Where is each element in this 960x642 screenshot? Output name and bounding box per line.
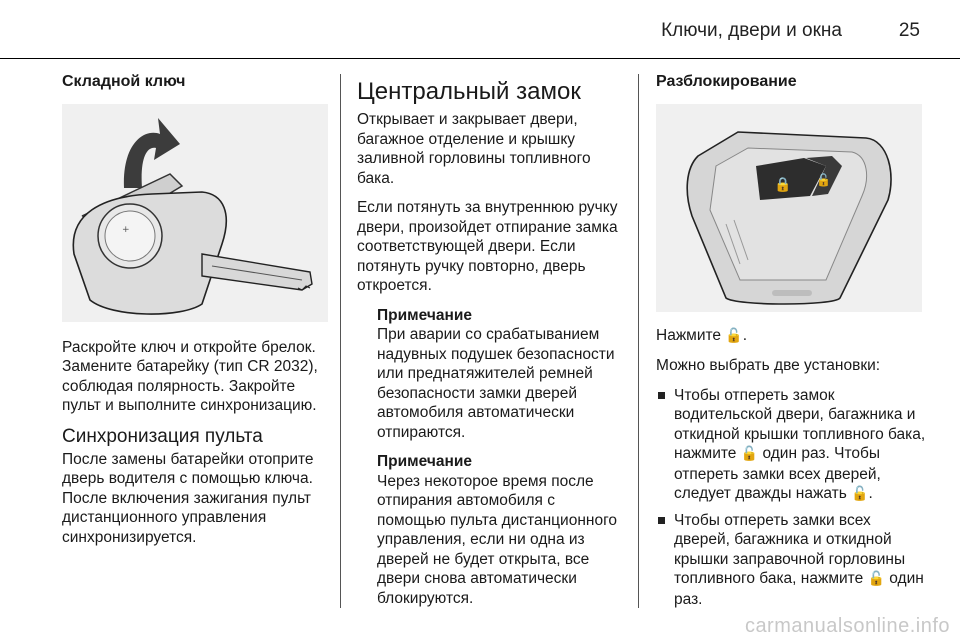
header-title: Ключи, двери и окна — [661, 20, 842, 41]
settings-list — [656, 386, 926, 610]
page-header — [0, 0, 960, 60]
bullet-2-part-2: один раз. — [674, 570, 924, 608]
section-title-unlocking: Разблокирование — [656, 73, 797, 90]
bullet-1-part-2: один раз. Чтобы отпереть замки всех дверей, следует дважды нажать — [674, 445, 881, 502]
central-lock-heading: Центральный замок — [357, 78, 581, 105]
svg-text:🔓: 🔓 — [816, 172, 831, 187]
list-item — [656, 511, 926, 610]
column-divider-1 — [340, 74, 341, 608]
left-column — [62, 72, 330, 557]
central-lock-para-2: Если потянуть за внутреннюю ручку двери, произойдет отпирание замка соответствующей двери. Если потянуть ручку повторно, дверь откроется. — [357, 199, 618, 294]
svg-text:+: + — [122, 224, 130, 235]
note-2-title: Примечание — [377, 453, 472, 470]
note-2 — [377, 452, 627, 608]
remote-fob-illustration — [656, 104, 922, 312]
note-1-text: При аварии со срабатыванием надувных подушек безопасности или преднатяжителей ремней безопасности замки дверей автомобиля автоматически отпираются. — [377, 326, 615, 441]
header-rule — [0, 58, 960, 59]
note-2-text: Через некоторое время после отпирания автомобиля с помощью пульта дистанционного управления, если ни одна из дверей не будет открыта, все двери снова автоматически блокируются. — [377, 472, 618, 607]
press-instruction — [656, 326, 926, 347]
sync-text: После замены батарейки отоприте дверь водителя с помощью ключа. После включения зажигания пульт дистанционного управления синхронизируется. — [62, 450, 314, 546]
svg-text:🔒: 🔒 — [774, 176, 792, 193]
watermark: carmanualsonline.info — [744, 615, 950, 637]
press-suffix: . — [742, 326, 748, 344]
settings-intro: Можно выбрать две установки: — [656, 357, 881, 374]
bullet-2-part-1: Чтобы отпереть замки всех дверей, багажника и откидной крышки заправочной горловины топливного бака, нажмите — [674, 511, 906, 587]
press-prefix: Нажмите — [656, 326, 722, 344]
note-1-title: Примечание — [377, 306, 472, 324]
battery-replacement-text: Раскройте ключ и откройте брелок. Замените батарейку (тип CR 2032), соблюдая полярность. Закройте пульт и выполните синхронизацию. — [62, 338, 318, 414]
unlock-icon: 🔓 — [851, 486, 869, 502]
bullet-1-part-1: Чтобы отпереть замок водительской двери, багажника и откидной крышки топливного бака, нажмите — [674, 386, 926, 462]
right-column — [656, 72, 926, 615]
middle-column — [357, 72, 627, 618]
unlock-icon: 🔓 — [740, 446, 759, 462]
sync-heading: Синхронизация пульта — [62, 425, 263, 447]
unlock-icon: 🔓 — [725, 327, 743, 344]
list-item — [656, 386, 926, 505]
key-battery-illustration — [62, 104, 328, 322]
central-lock-para-1: Открывает и закрывает двери, багажное отделение и крышку заливной горловины топливного бака. — [357, 111, 591, 187]
bullet-1-part-3: . — [868, 485, 873, 502]
page-number: 25 — [898, 20, 920, 41]
note-1 — [377, 306, 627, 443]
unlock-icon: 🔓 — [867, 571, 885, 587]
section-title-folding-key: Складной ключ — [62, 73, 186, 90]
column-divider-2 — [638, 74, 639, 608]
